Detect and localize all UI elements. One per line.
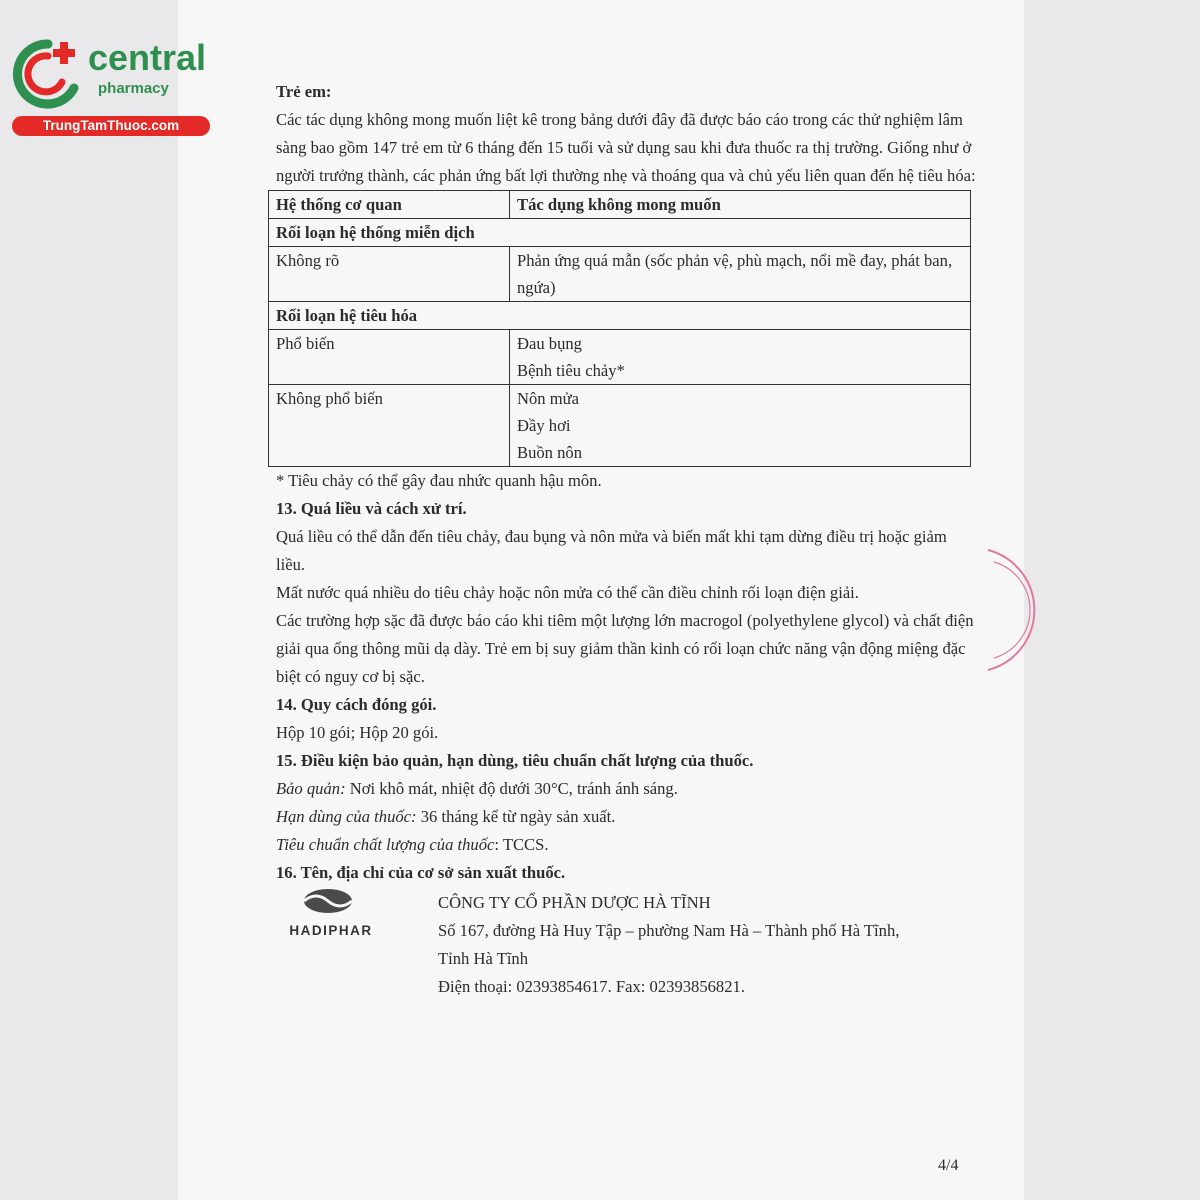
brand-url[interactable]: TrungTamThuoc.com [12, 116, 210, 136]
standard-label: Tiêu chuẩn chất lượng của thuốc [276, 835, 495, 854]
section-14-text: Hộp 10 gói; Hộp 20 gói. [276, 723, 439, 742]
page-number: 4/4 [938, 1157, 959, 1174]
document-content [276, 78, 976, 1001]
hadiphar-emblem-icon [276, 887, 386, 917]
manufacturer-block [276, 889, 976, 1001]
table-section-row [269, 302, 971, 330]
brand-logo[interactable] [8, 36, 213, 136]
table-row [269, 330, 971, 385]
storage-label: Bảo quản: [276, 779, 346, 798]
children-intro: Các tác dụng không mong muốn liệt kê trong bảng dưới đây đã được báo cáo trong các thử nghiệm lâm sàng bao gồm 147 trẻ em từ 6 tháng đến 15 tuổi và sử dụng sau khi đưa thuốc ra thị trường. Giống như ở người trưởng thành, các phản ứng bất lợi thường nhẹ và thoáng qua và chủ yếu liên quan đến hệ tiêu hóa: [276, 110, 976, 185]
section-immune: Rối loạn hệ thống miễn dịch [269, 219, 971, 247]
company-address: Số 167, đường Hà Huy Tập – phường Nam Hà – Thành phố Hà Tĩnh, [438, 921, 900, 940]
table-section-row [269, 219, 971, 247]
effect-line: Đau bụng [517, 334, 582, 353]
standard-line [276, 831, 976, 859]
effect-cell [510, 385, 971, 467]
section-13-para: Mất nước quá nhiều do tiêu chảy hoặc nôn mửa có thể cần điều chỉnh rối loạn điện giải. [276, 583, 859, 602]
company-phone: Điện thoại: 02393854617. Fax: 02393856821. [438, 977, 745, 996]
table-footnote: * Tiêu chảy có thể gây đau nhức quanh hậu môn. [276, 471, 602, 490]
table-header-organ: Hệ thống cơ quan [269, 191, 510, 219]
effect-line: Phản ứng quá mẫn (sốc phản vệ, phù mạch, nổi mề đay, phát ban, ngứa) [517, 251, 953, 297]
table-header-row [269, 191, 971, 219]
section-13-para: Các trường hợp sặc đã được báo cáo khi tiêm một lượng lớn macrogol (polyethylene glycol) và chất điện giải qua ống thông mũi dạ dày. Trẻ em bị suy giảm thần kinh có rối loạn chức năng vận động miệng đặc biệt có nguy cơ bị sặc. [276, 611, 974, 686]
children-heading: Trẻ em: [276, 82, 332, 101]
effect-line: Đầy hơi [517, 416, 571, 435]
company-name: CÔNG TY CỔ PHẦN DƯỢC HÀ TĨNH [438, 893, 711, 912]
freq-cell: Không phổ biến [269, 385, 510, 467]
section-16-title: 16. Tên, địa chỉ của cơ sở sản xuất thuốc. [276, 863, 566, 882]
standard-value: : TCCS. [494, 835, 549, 854]
brand-subtitle: pharmacy [98, 80, 169, 97]
section-15-title: 15. Điều kiện bảo quản, hạn dùng, tiêu chuẩn chất lượng của thuốc. [276, 751, 754, 770]
hadiphar-logo [276, 887, 386, 943]
table-row [269, 385, 971, 467]
effect-line: Nôn mửa [517, 389, 579, 408]
storage-value: Nơi khô mát, nhiệt độ dưới 30°C, tránh ánh sáng. [345, 779, 678, 798]
shelf-life-line [276, 803, 976, 831]
table-header-effect: Tác dụng không mong muốn [510, 191, 971, 219]
section-digestive: Rối loạn hệ tiêu hóa [269, 302, 971, 330]
freq-cell: Không rõ [269, 247, 510, 302]
hadiphar-name: HADIPHAR [289, 923, 373, 938]
adverse-effects-table [268, 190, 971, 467]
effect-cell [510, 247, 971, 302]
table-row [269, 247, 971, 302]
section-13-para: Quá liều có thể dẫn đến tiêu chảy, đau bụng và nôn mửa và biến mất khi tạm dừng điều trị hoặc giảm liều. [276, 527, 947, 574]
brand-name: central [88, 37, 207, 78]
company-address: Tỉnh Hà Tĩnh [438, 949, 529, 968]
section-14-title: 14. Quy cách đóng gói. [276, 695, 437, 714]
manufacturer-info [438, 889, 976, 1001]
effect-cell [510, 330, 971, 385]
storage-line [276, 775, 976, 803]
effect-line: Buồn nôn [517, 443, 582, 462]
freq-cell: Phổ biến [269, 330, 510, 385]
effect-line: Bệnh tiêu chảy* [517, 361, 625, 380]
shelf-life-label: Hạn dùng của thuốc: [276, 807, 417, 826]
shelf-life-value: 36 tháng kể từ ngày sản xuất. [416, 807, 616, 826]
central-pharmacy-icon [8, 36, 88, 111]
company-stamp-icon [980, 540, 1040, 680]
section-13-title: 13. Quá liều và cách xử trí. [276, 499, 467, 518]
